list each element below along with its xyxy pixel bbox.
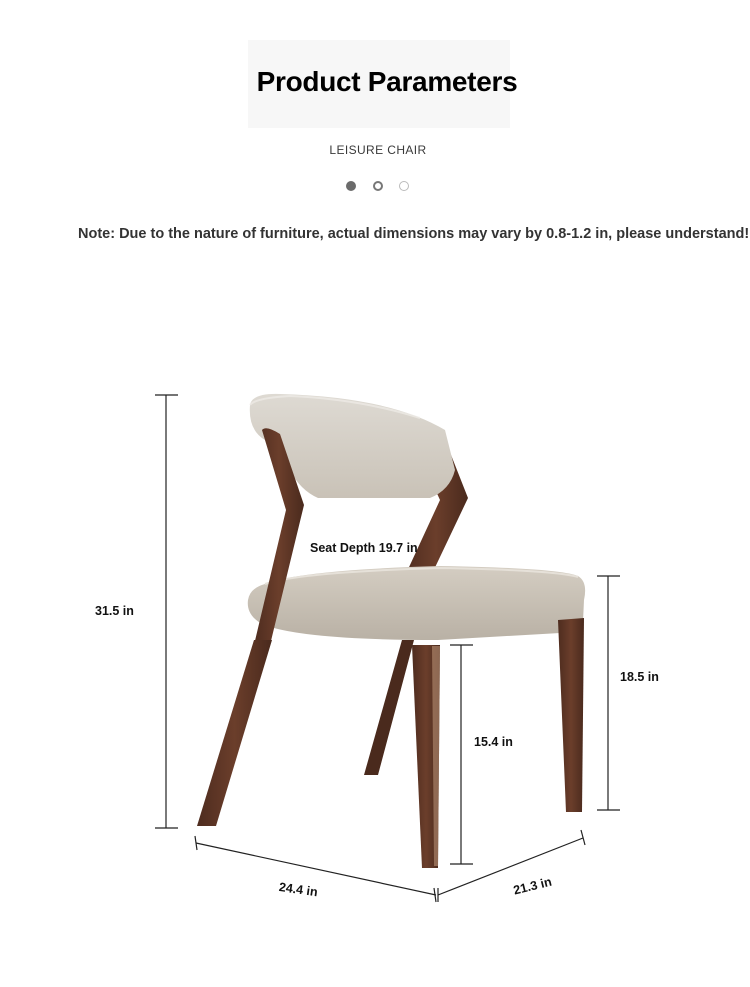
page-title: Product Parameters (256, 66, 518, 97)
chair-rear-right-leg (364, 640, 414, 775)
dimension-note: Note: Due to the nature of furniture, actual dimensions may vary by 0.8-1.2 in, please understand! (78, 226, 750, 242)
under-seat-height-label: 15.4 in (474, 735, 513, 749)
chair-left-rear-leg (197, 640, 272, 826)
chair-illustration (197, 394, 585, 868)
width-label: 24.4 in (278, 880, 319, 900)
seat-height-label: 18.5 in (620, 670, 659, 684)
depth-label: 21.3 in (512, 874, 554, 898)
seat-depth-label: Seat Depth 19.7 in (310, 541, 418, 555)
product-subtitle: LEISURE CHAIR (329, 143, 427, 157)
depth-dimension-line (438, 838, 583, 895)
chair-front-right-leg (558, 618, 584, 812)
height-label: 31.5 in (95, 604, 134, 618)
